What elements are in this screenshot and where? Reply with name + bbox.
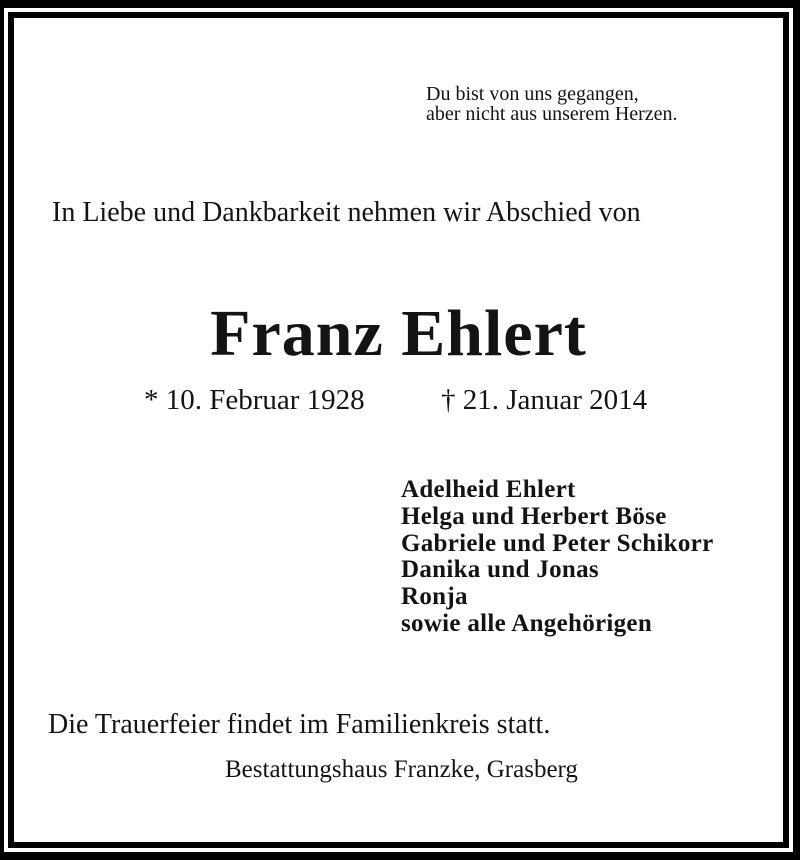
mourner-line: Danika und Jonas <box>401 556 599 584</box>
life-dates <box>14 382 783 422</box>
funeral-home: Bestattungshaus Franzke, Grasberg <box>225 756 578 783</box>
birth-date: * 10. Februar 1928 <box>144 384 365 416</box>
mourner-line: Gabriele und Peter Schikorr <box>401 529 714 557</box>
mourners-list <box>401 477 713 638</box>
ceremony-note: Die Trauerfeier findet im Familienkreis statt. <box>48 709 551 740</box>
mourner-line: sowie alle Angehörigen <box>401 609 653 637</box>
epigraph-line-1: Du bist von uns gegangen, <box>426 83 639 105</box>
epigraph-line-2: aber nicht aus unserem Herzen. <box>426 103 678 125</box>
obituary-card <box>8 12 789 848</box>
mourner-line: Adelheid Ehlert <box>401 476 576 503</box>
deceased-name: Franz Ehlert <box>210 297 587 370</box>
intro-line: In Liebe und Dankbarkeit nehmen wir Abschied von <box>52 197 641 228</box>
death-date: † 21. Januar 2014 <box>441 384 648 416</box>
epigraph <box>426 84 678 124</box>
mourner-line: Ronja <box>401 583 468 611</box>
mourner-line: Helga und Herbert Böse <box>401 502 667 530</box>
obituary-frame-gap <box>4 8 793 852</box>
